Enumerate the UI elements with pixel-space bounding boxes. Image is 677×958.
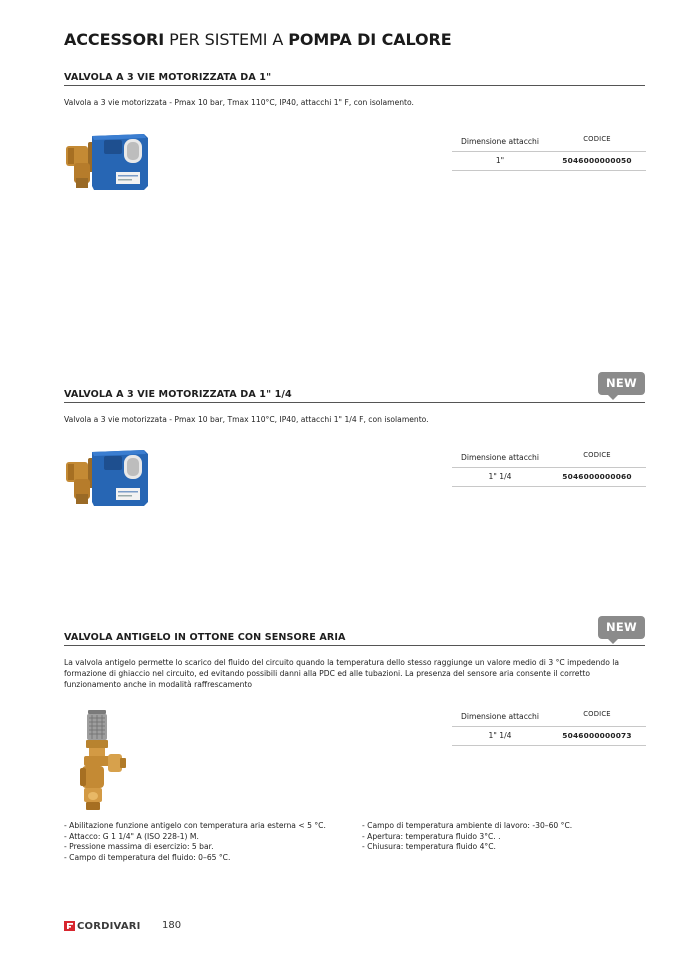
page-number: 180 [162, 920, 182, 931]
features-list-left [64, 821, 356, 863]
page-title: ACCESSORI PER SISTEMI A POMPA DI CALORE [64, 30, 452, 49]
cordivari-logo-icon [64, 921, 75, 931]
product-section-valve-1 [64, 72, 645, 108]
section-title: VALVOLA ANTIGELO IN OTTONE CON SENSORE ARIA [64, 632, 645, 646]
antifreeze-valve-image [74, 708, 130, 812]
dimension-cell: 1" [452, 151, 548, 170]
product-section-antifreeze-valve [64, 632, 645, 690]
spec-table-valve-1 [452, 133, 646, 171]
feature-item: - Campo di temperatura del fluido: 0–65 °C. [64, 852, 231, 862]
code-cell: 5046000000073 [548, 726, 646, 745]
column-header-code: CODICE [548, 449, 646, 467]
feature-item: - Pressione massima di esercizio: 5 bar. [64, 842, 214, 851]
new-badge: NEW [598, 616, 645, 639]
feature-item: - Abilitazione funzione antigelo con temperatura aria esterna < 5 °C. [64, 821, 326, 830]
motorized-valve-image [64, 130, 154, 192]
feature-item: - Campo di temperatura ambiente di lavoro: -30–60 °C. [362, 821, 573, 830]
section-description: Valvola a 3 vie motorizzata - Pmax 10 bar, Tmax 110°C, IP40, attacchi 1" F, con isolamento. [64, 98, 414, 107]
table-row [452, 726, 646, 745]
column-header-dimension: Dimensione attacchi [452, 133, 548, 151]
code-cell: 5046000000060 [548, 467, 646, 486]
section-title: VALVOLA A 3 VIE MOTORIZZATA DA 1" 1/4 [64, 389, 645, 403]
spec-table-valve-2 [452, 449, 646, 487]
dimension-cell: 1" 1/4 [452, 467, 548, 486]
code-cell: 5046000000050 [548, 151, 646, 170]
brand-logo [64, 920, 141, 932]
feature-item: - Attacco: G 1 1/4" A (ISO 228-1) M. [64, 831, 199, 841]
motorized-valve-image [64, 446, 154, 508]
feature-item: - Chiusura: temperatura fluido 4°C. [362, 842, 496, 851]
column-header-dimension: Dimensione attacchi [452, 449, 548, 467]
new-badge: NEW [598, 372, 645, 395]
column-header-dimension: Dimensione attacchi [452, 708, 548, 726]
column-header-code: CODICE [548, 133, 646, 151]
product-section-valve-2 [64, 389, 645, 425]
dimension-cell: 1" 1/4 [452, 726, 548, 745]
features-list-right [362, 821, 646, 853]
feature-item: - Apertura: temperatura fluido 3°C. . [362, 831, 501, 841]
section-title: VALVOLA A 3 VIE MOTORIZZATA DA 1" [64, 72, 645, 86]
table-row [452, 151, 646, 170]
spec-table-antifreeze-valve [452, 708, 646, 746]
table-row [452, 467, 646, 486]
section-description: Valvola a 3 vie motorizzata - Pmax 10 bar, Tmax 110°C, IP40, attacchi 1" 1/4 F, con isolamento. [64, 415, 429, 424]
brand-name: CORDIVARI [77, 920, 141, 932]
section-description: La valvola antigelo permette lo scarico del fluido del circuito quando la temperatura dello stesso raggiunge un valore medio di 3 °C impedendo la formazione di ghiaccio nel circuito, ed evitando possibili danni alla PDC ed alle tubazioni. La presenza del sensore aria consente il corretto funzionamento anche in modalità raffrescamento [64, 658, 620, 689]
column-header-code: CODICE [548, 708, 646, 726]
